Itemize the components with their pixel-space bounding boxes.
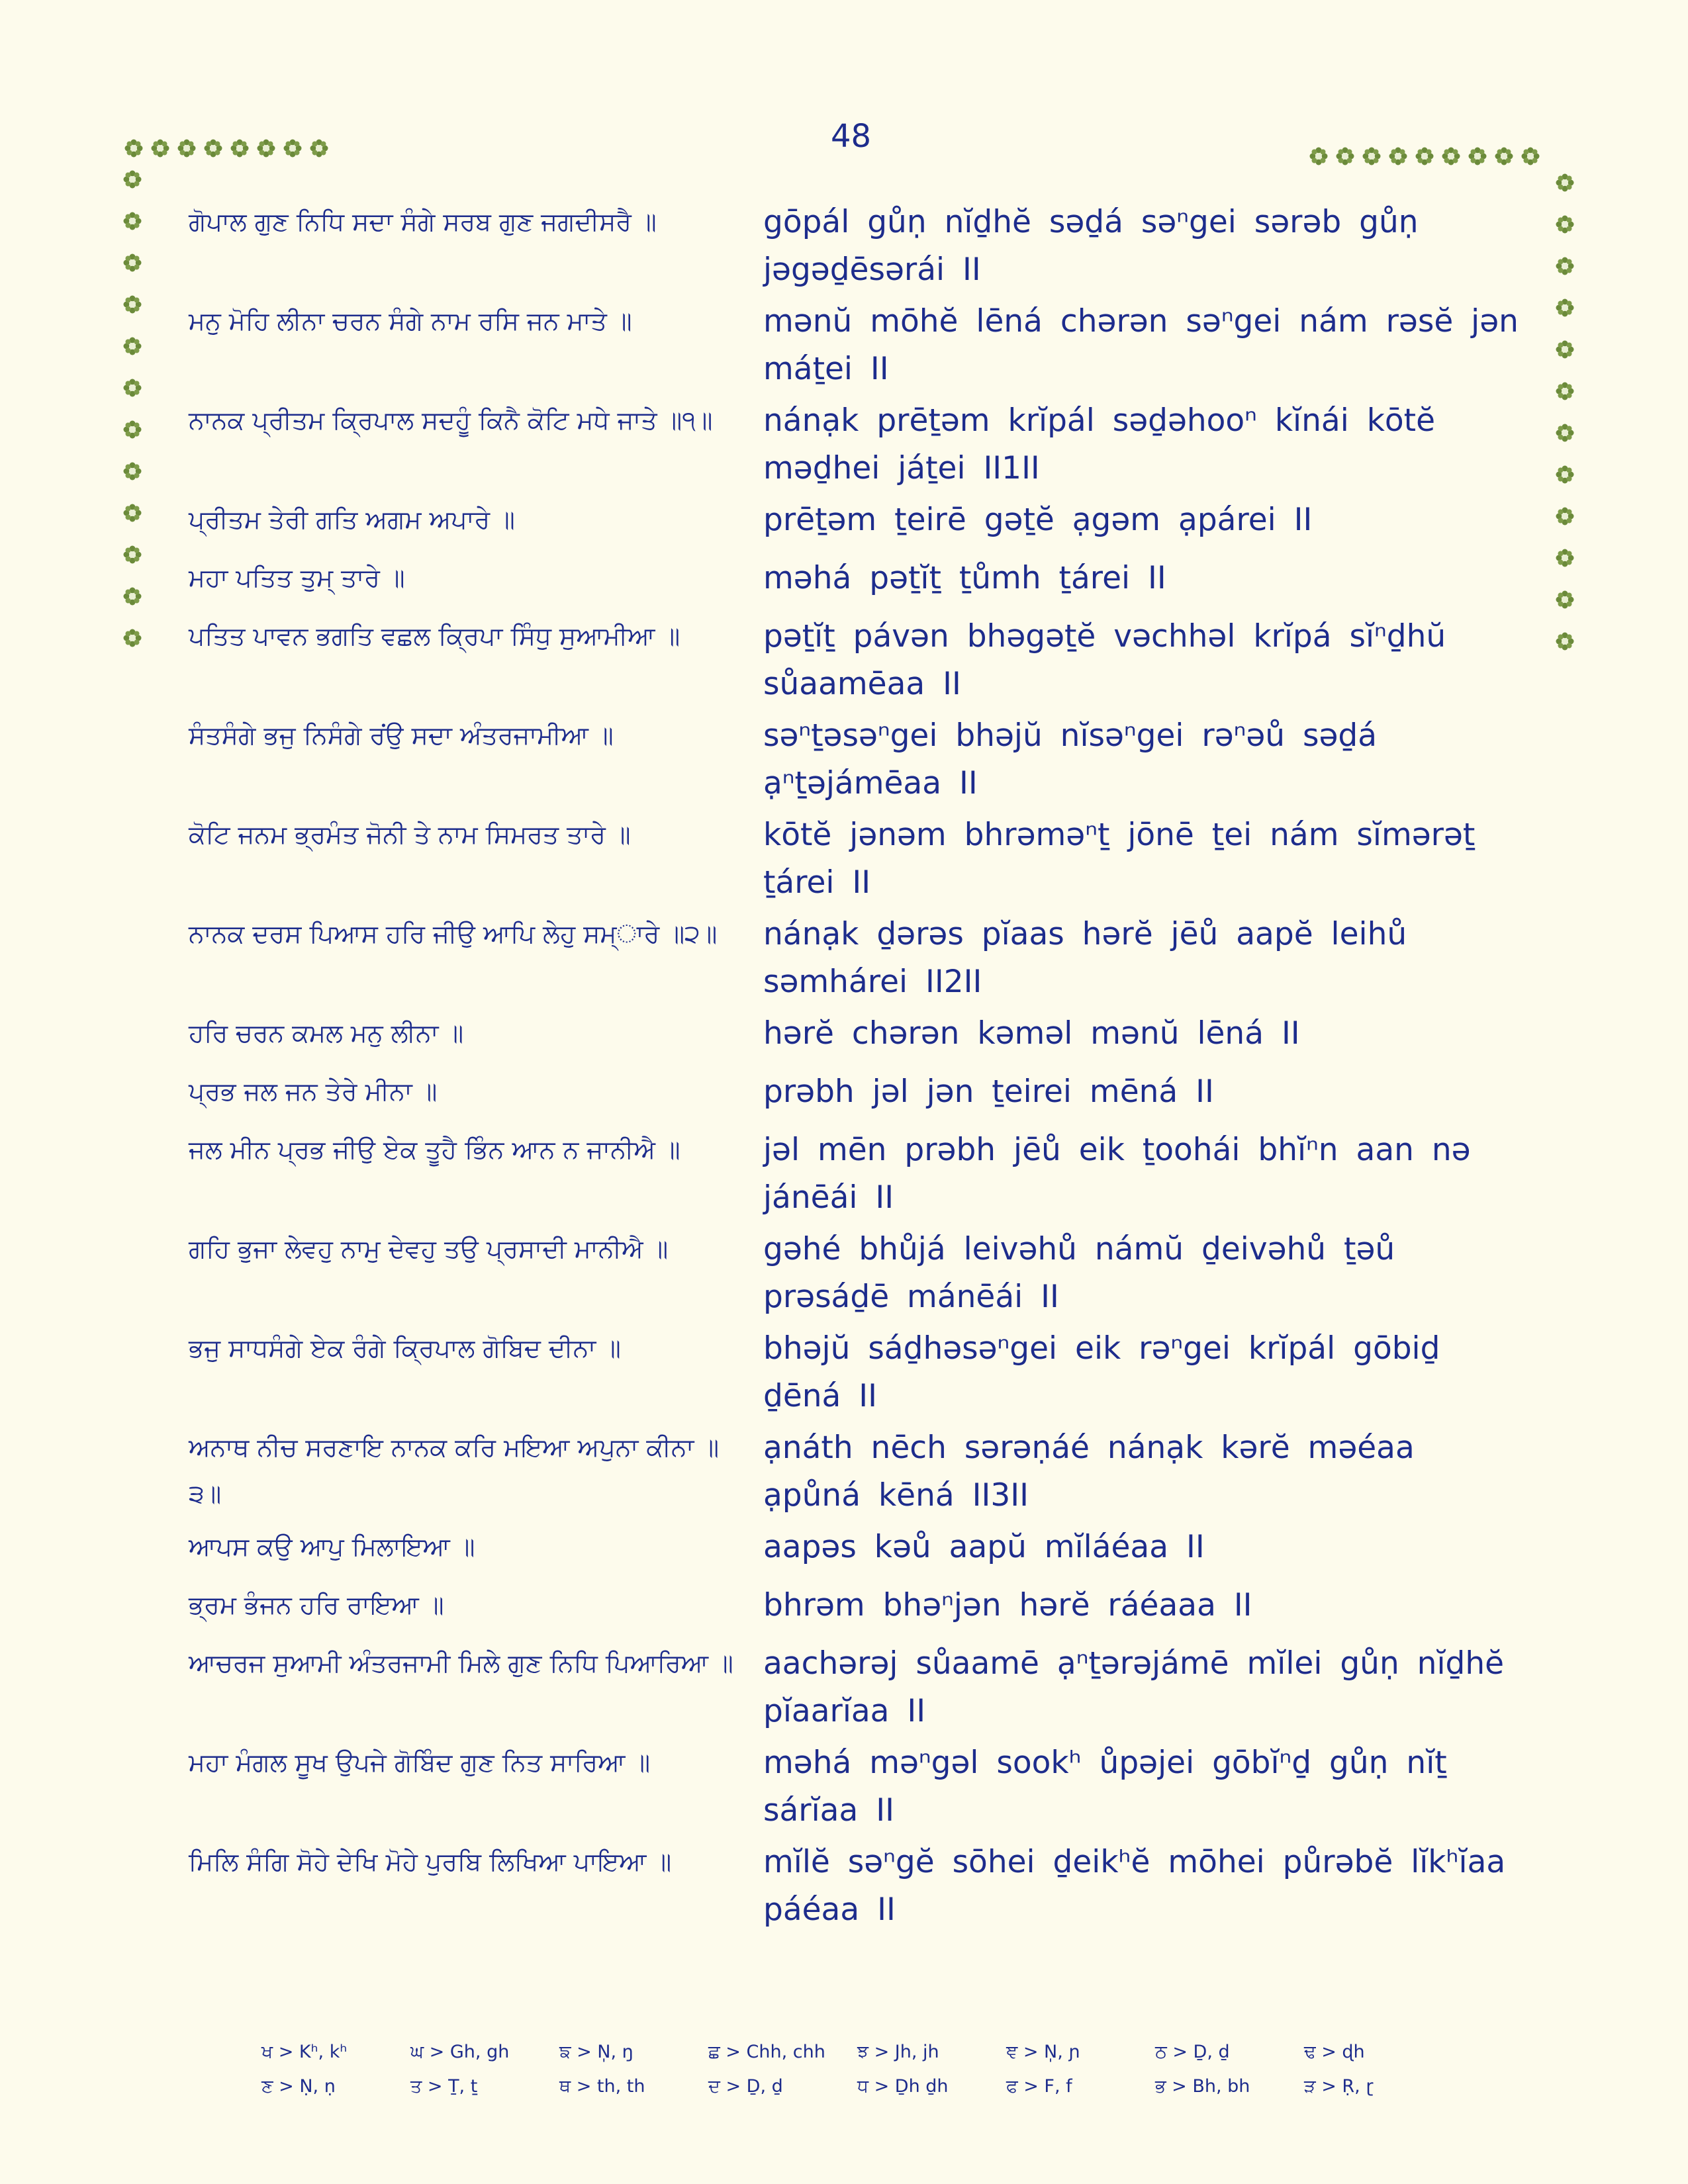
flower-icon bbox=[1556, 340, 1574, 359]
flower-icon bbox=[151, 139, 169, 158]
gurmukhi-line: ਮਨੁ ਮੋਹਿ ਲੀਨਾ ਚਰਨ ਸੰਗੇ ਨਾਮ ਰਸਿ ਜਨ ਮਾਤੇ ॥ bbox=[189, 306, 632, 336]
flower-icon bbox=[283, 139, 302, 158]
flower-icon bbox=[1556, 215, 1574, 234]
legend-item: ਥ > th, th bbox=[559, 2076, 645, 2097]
transliteration-line: bhrəm bhəⁿjən hərĕ ráéaaa II bbox=[763, 1587, 1252, 1623]
transliteration-line: mənŭ mōhĕ lēná chərən səⁿgei nám rəsĕ jən máṯei II bbox=[763, 303, 1519, 387]
flower-icon bbox=[123, 420, 142, 439]
gurmukhi-line: ਜਲ ਮੀਨ ਪ੍ਰਭ ਜੀਉ ਏਕ ਤੂਹੈ ਭਿੰਨ ਆਨ ਨ ਜਾਨੀਐ ॥ bbox=[189, 1135, 680, 1164]
transliteration-line: nánạk prēṯəm krĭpál səḏəhooⁿ kĭnái kōtĕ məḏhei jáṯei II1II bbox=[763, 402, 1436, 486]
transliteration-line: jəl mēn prəbh jēů eik ṯoohái bhĭⁿn aan nə jánēái II bbox=[763, 1132, 1471, 1216]
verse-row bbox=[189, 1325, 1526, 1424]
verse-row bbox=[189, 1068, 1526, 1126]
flower-icon bbox=[123, 212, 142, 230]
gurmukhi-line: ਮਿਲਿ ਸੰਗਿ ਸੋਹੇ ਦੇਖਿ ਮੋਹੇ ਪੁਰਬਿ ਲਿਖਿਆ ਪਾਇਆ ॥ bbox=[189, 1847, 672, 1876]
legend-item: ਢ > ɖh bbox=[1304, 2042, 1365, 2062]
flower-icon bbox=[310, 139, 328, 158]
legend-item: ਖ > Kʰ, kʰ bbox=[261, 2042, 348, 2062]
flower-icon bbox=[1556, 424, 1574, 442]
legend-item: ਞ > N̩, ɲ bbox=[1006, 2042, 1080, 2062]
gurmukhi-line: ਕੋਟਿ ਜਨਮ ਭ੍ਰਮੰਤ ਜੋਨੀ ਤੇ ਨਾਮ ਸਿਮਰਤ ਤਾਰੇ ॥ bbox=[189, 820, 631, 849]
legend-item: ਧ > Ḏh ḏh bbox=[857, 2076, 949, 2097]
legend-item: ਣ > Ṇ, ṇ bbox=[261, 2076, 336, 2097]
gurmukhi-line: ਮਹਾ ਪਤਿਤ ਤੁਮ੍ ਤਾਰੇ ॥ bbox=[189, 563, 405, 592]
verse-row bbox=[189, 199, 1526, 298]
flower-icon bbox=[1556, 173, 1574, 192]
legend-item: ਭ > Bh, bh bbox=[1155, 2076, 1250, 2097]
transliteration-legend bbox=[261, 2035, 1453, 2104]
verse-row bbox=[189, 1640, 1526, 1739]
verse-row bbox=[189, 811, 1526, 911]
page-number: 48 bbox=[831, 118, 872, 155]
gurmukhi-line: ਨਾਨਕ ਪ੍ਰੀਤਮ ਕ੍ਰਿਪਾਲ ਸਦਹੂੰ ਕਿਨੈ ਕੋਟਿ ਮਧੇ ਜਾਤੇ ॥੧॥ bbox=[189, 406, 713, 435]
gurmukhi-line: ਅਨਾਥ ਨੀਚ ਸਰਣਾਇ ਨਾਨਕ ਕਰਿ ਮਇਆ ਅਪੁਨਾ ਕੀਨਾ ॥੩॥ bbox=[189, 1433, 720, 1508]
transliteration-line: prəbh jəl jən ṯeirei mēná II bbox=[763, 1073, 1214, 1110]
flower-icon bbox=[1415, 147, 1434, 165]
flower-icon bbox=[123, 462, 142, 480]
transliteration-line: aapəs kəů aapŭ mĭláéaa II bbox=[763, 1529, 1205, 1565]
verse-row bbox=[189, 1839, 1526, 1938]
transliteration-line: hərĕ chərən kəməl mənŭ lēná II bbox=[763, 1015, 1300, 1052]
transliteration-line: prēṯəm ṯeirē gəṯĕ ạgəm ạpárei II bbox=[763, 502, 1313, 538]
flower-icon bbox=[1556, 382, 1574, 400]
legend-item: ੜ > Ṛ, ɽ bbox=[1304, 2076, 1374, 2097]
verse-row bbox=[189, 911, 1526, 1010]
verse-row bbox=[189, 1126, 1526, 1226]
flower-icon bbox=[1336, 147, 1354, 165]
transliteration-line: mĭlĕ səⁿgĕ sōhei ḏeikʰĕ mōhei půrəbĕ lĭkʰĭaa páéaa II bbox=[763, 1844, 1506, 1928]
verse-row bbox=[189, 298, 1526, 397]
verse-row bbox=[189, 1226, 1526, 1325]
flower-icon bbox=[177, 139, 196, 158]
verse-row bbox=[189, 613, 1526, 712]
transliteration-line: gōpál gůṇ nĭḏhĕ səḏá səⁿgei sərəb gůṇ jəgəḏēsərái II bbox=[763, 204, 1419, 288]
legend-item: ਦ > Ḏ, ḏ bbox=[708, 2076, 783, 2097]
verse-row bbox=[189, 1424, 1526, 1524]
verse-row bbox=[189, 1524, 1526, 1582]
verse-row bbox=[189, 1010, 1526, 1068]
flower-icon bbox=[230, 139, 249, 158]
transliteration-line: məhá məⁿgəl sookʰ ůpəjei gōbĭⁿḏ gůṇ nĭṯ sárĭaa II bbox=[763, 1745, 1447, 1829]
flower-icon bbox=[123, 587, 142, 606]
verse-table bbox=[189, 199, 1526, 1938]
transliteration-line: bhəjŭ sáḏhəsəⁿgei eik rəⁿgei krĭpál gōbiḏ ḏēná II bbox=[763, 1330, 1440, 1414]
gurmukhi-line: ਪ੍ਰਭ ਜਲ ਜਨ ਤੇਰੇ ਮੀਨਾ ॥ bbox=[189, 1077, 438, 1106]
verse-row bbox=[189, 1582, 1526, 1640]
flower-icon bbox=[1362, 147, 1381, 165]
legend-row bbox=[261, 2035, 1453, 2070]
flower-icon bbox=[123, 337, 142, 355]
verse-row bbox=[189, 496, 1526, 555]
flower-icon bbox=[123, 545, 142, 564]
transliteration-line: kōtĕ jənəm bhrəməⁿṯ jōnē ṯei nám sĭmərəṯ ṯárei II bbox=[763, 817, 1476, 901]
legend-item: ਠ > Ḏ, ḏ bbox=[1155, 2042, 1230, 2062]
gurmukhi-line: ਸੰਤਸੰਗੇ ਭਜੁ ਨਿਸੰਗੇ ਰਂਉ ਸਦਾ ਅੰਤਰਜਾਮੀਆ ॥ bbox=[189, 721, 614, 750]
flower-icon bbox=[123, 379, 142, 397]
flower-icon bbox=[1556, 549, 1574, 567]
legend-row bbox=[261, 2070, 1453, 2104]
flower-icon bbox=[1556, 465, 1574, 484]
verse-row bbox=[189, 555, 1526, 613]
legend-item: ਛ > Chh, chh bbox=[708, 2042, 825, 2062]
verse-row bbox=[189, 1739, 1526, 1839]
flower-icon bbox=[123, 253, 142, 272]
legend-item: ਫ > F, f bbox=[1006, 2076, 1072, 2097]
gurmukhi-line: ਨਾਨਕ ਦਰਸ ਪਿਆਸ ਹਰਿ ਜੀਉ ਆਪਿ ਲੇਹੁ ਸਮ੍ਾਰੇ ॥੨॥ bbox=[189, 919, 718, 948]
verse-row bbox=[189, 397, 1526, 496]
gurmukhi-line: ਹਰਿ ਚਰਨ ਕਮਲ ਮਨੁ ਲੀਨਾ ॥ bbox=[189, 1019, 464, 1048]
gurmukhi-line: ਪ੍ਰੀਤਮ ਤੇਰੀ ਗਤਿ ਅਗਮ ਅਪਾਰੇ ॥ bbox=[189, 505, 515, 534]
gurmukhi-line: ਆਚਰਜ ਸੁਆਮੀ ਅੰਤਰਜਾਮੀ ਮਿਲੇ ਗੁਣ ਨਿਧਿ ਪਿਆਰਿਆ ॥ bbox=[189, 1649, 733, 1678]
verse-row bbox=[189, 712, 1526, 811]
legend-item: ਤ > Ṯ, ṯ bbox=[410, 2076, 478, 2097]
legend-item: ਘ > Gh, gh bbox=[410, 2042, 510, 2062]
flower-icon bbox=[1556, 298, 1574, 317]
flower-icon bbox=[1495, 147, 1513, 165]
flower-icon bbox=[204, 139, 222, 158]
transliteration-line: ạnáth nēch sərəṇáé nánạk kərĕ məéaa ạpůná kēná II3II bbox=[763, 1430, 1415, 1514]
flower-icon bbox=[1468, 147, 1487, 165]
flower-icon bbox=[1556, 507, 1574, 525]
flower-icon bbox=[1389, 147, 1407, 165]
legend-item: ਙ > N̩, ŋ bbox=[559, 2042, 633, 2062]
gurmukhi-line: ਗੋਪਾਲ ਗੁਣ ਨਿਧਿ ਸਦਾ ਸੰਗੇ ਸਰਬ ਗੁਣ ਜਗਦੀਸਰੈ ॥ bbox=[189, 207, 657, 236]
gurmukhi-line: ਭਜੁ ਸਾਧਸੰਗੇ ਏਕ ਰੰਗੇ ਕ੍ਰਿਪਾਲ ਗੋਬਿਦ ਦੀਨਾ ॥ bbox=[189, 1334, 621, 1363]
gurmukhi-line: ਆਪਸ ਕਉ ਆਪੁ ਮਿਲਾਇਆ ॥ bbox=[189, 1532, 475, 1561]
flower-icon bbox=[1521, 147, 1540, 165]
transliteration-line: nánạk ḏərəs pĭaas hərĕ jēů aapĕ leihů səmhárei II2II bbox=[763, 916, 1407, 1000]
transliteration-line: məhá pəṯĭṯ ṯůmh ṯárei II bbox=[763, 560, 1166, 596]
gurmukhi-line: ਪਤਿਤ ਪਾਵਨ ਭਗਤਿ ਵਛਲ ਕ੍ਰਿਪਾ ਸਿੰਧੁ ਸੁਆਮੀਆ ॥ bbox=[189, 621, 680, 651]
flower-icon bbox=[1556, 590, 1574, 609]
transliteration-line: pəṯĭṯ pávən bhəgəṯĕ vəchhəl krĭpá sĭⁿḏhŭ sůaamēaa II bbox=[763, 618, 1446, 702]
flower-icon bbox=[123, 629, 142, 647]
flower-icon bbox=[1556, 257, 1574, 275]
flower-icon bbox=[1442, 147, 1460, 165]
flower-icon bbox=[123, 295, 142, 314]
flower-icon bbox=[123, 170, 142, 189]
gurmukhi-line: ਮਹਾ ਮੰਗਲ ਸੂਖ ਉਪਜੇ ਗੋਬਿੰਦ ਗੁਣ ਨਿਤ ਸਾਰਿਆ ॥ bbox=[189, 1748, 651, 1777]
flower-icon bbox=[1556, 632, 1574, 651]
flower-icon bbox=[124, 139, 143, 158]
flower-icon bbox=[257, 139, 275, 158]
flower-icon bbox=[123, 504, 142, 522]
flower-icon bbox=[1309, 147, 1328, 165]
transliteration-line: səⁿṯəsəⁿgei bhəjŭ nĭsəⁿgei rəⁿəů səḏá ạⁿṯəjámēaa II bbox=[763, 717, 1378, 801]
gurmukhi-line: ਭ੍ਰਮ ਭੰਜਨ ਹਰਿ ਰਾਇਆ ॥ bbox=[189, 1590, 444, 1619]
legend-item: ਝ > Jh, jh bbox=[857, 2042, 939, 2062]
gurmukhi-line: ਗਹਿ ਭੁਜਾ ਲੇਵਹੁ ਨਾਮੁ ਦੇਵਹੁ ਤਉ ਪ੍ਰਸਾਦੀ ਮਾਨੀਐ ॥ bbox=[189, 1234, 669, 1263]
transliteration-line: gəhé bhůjá leivəhů námŭ ḏeivəhů ṯəů prəsáḏē mánēái II bbox=[763, 1231, 1395, 1315]
transliteration-line: aachərəj sůaamē ạⁿṯərəjámē mĭlei gůṇ nĭḏhĕ pĭaarĭaa II bbox=[763, 1645, 1505, 1729]
